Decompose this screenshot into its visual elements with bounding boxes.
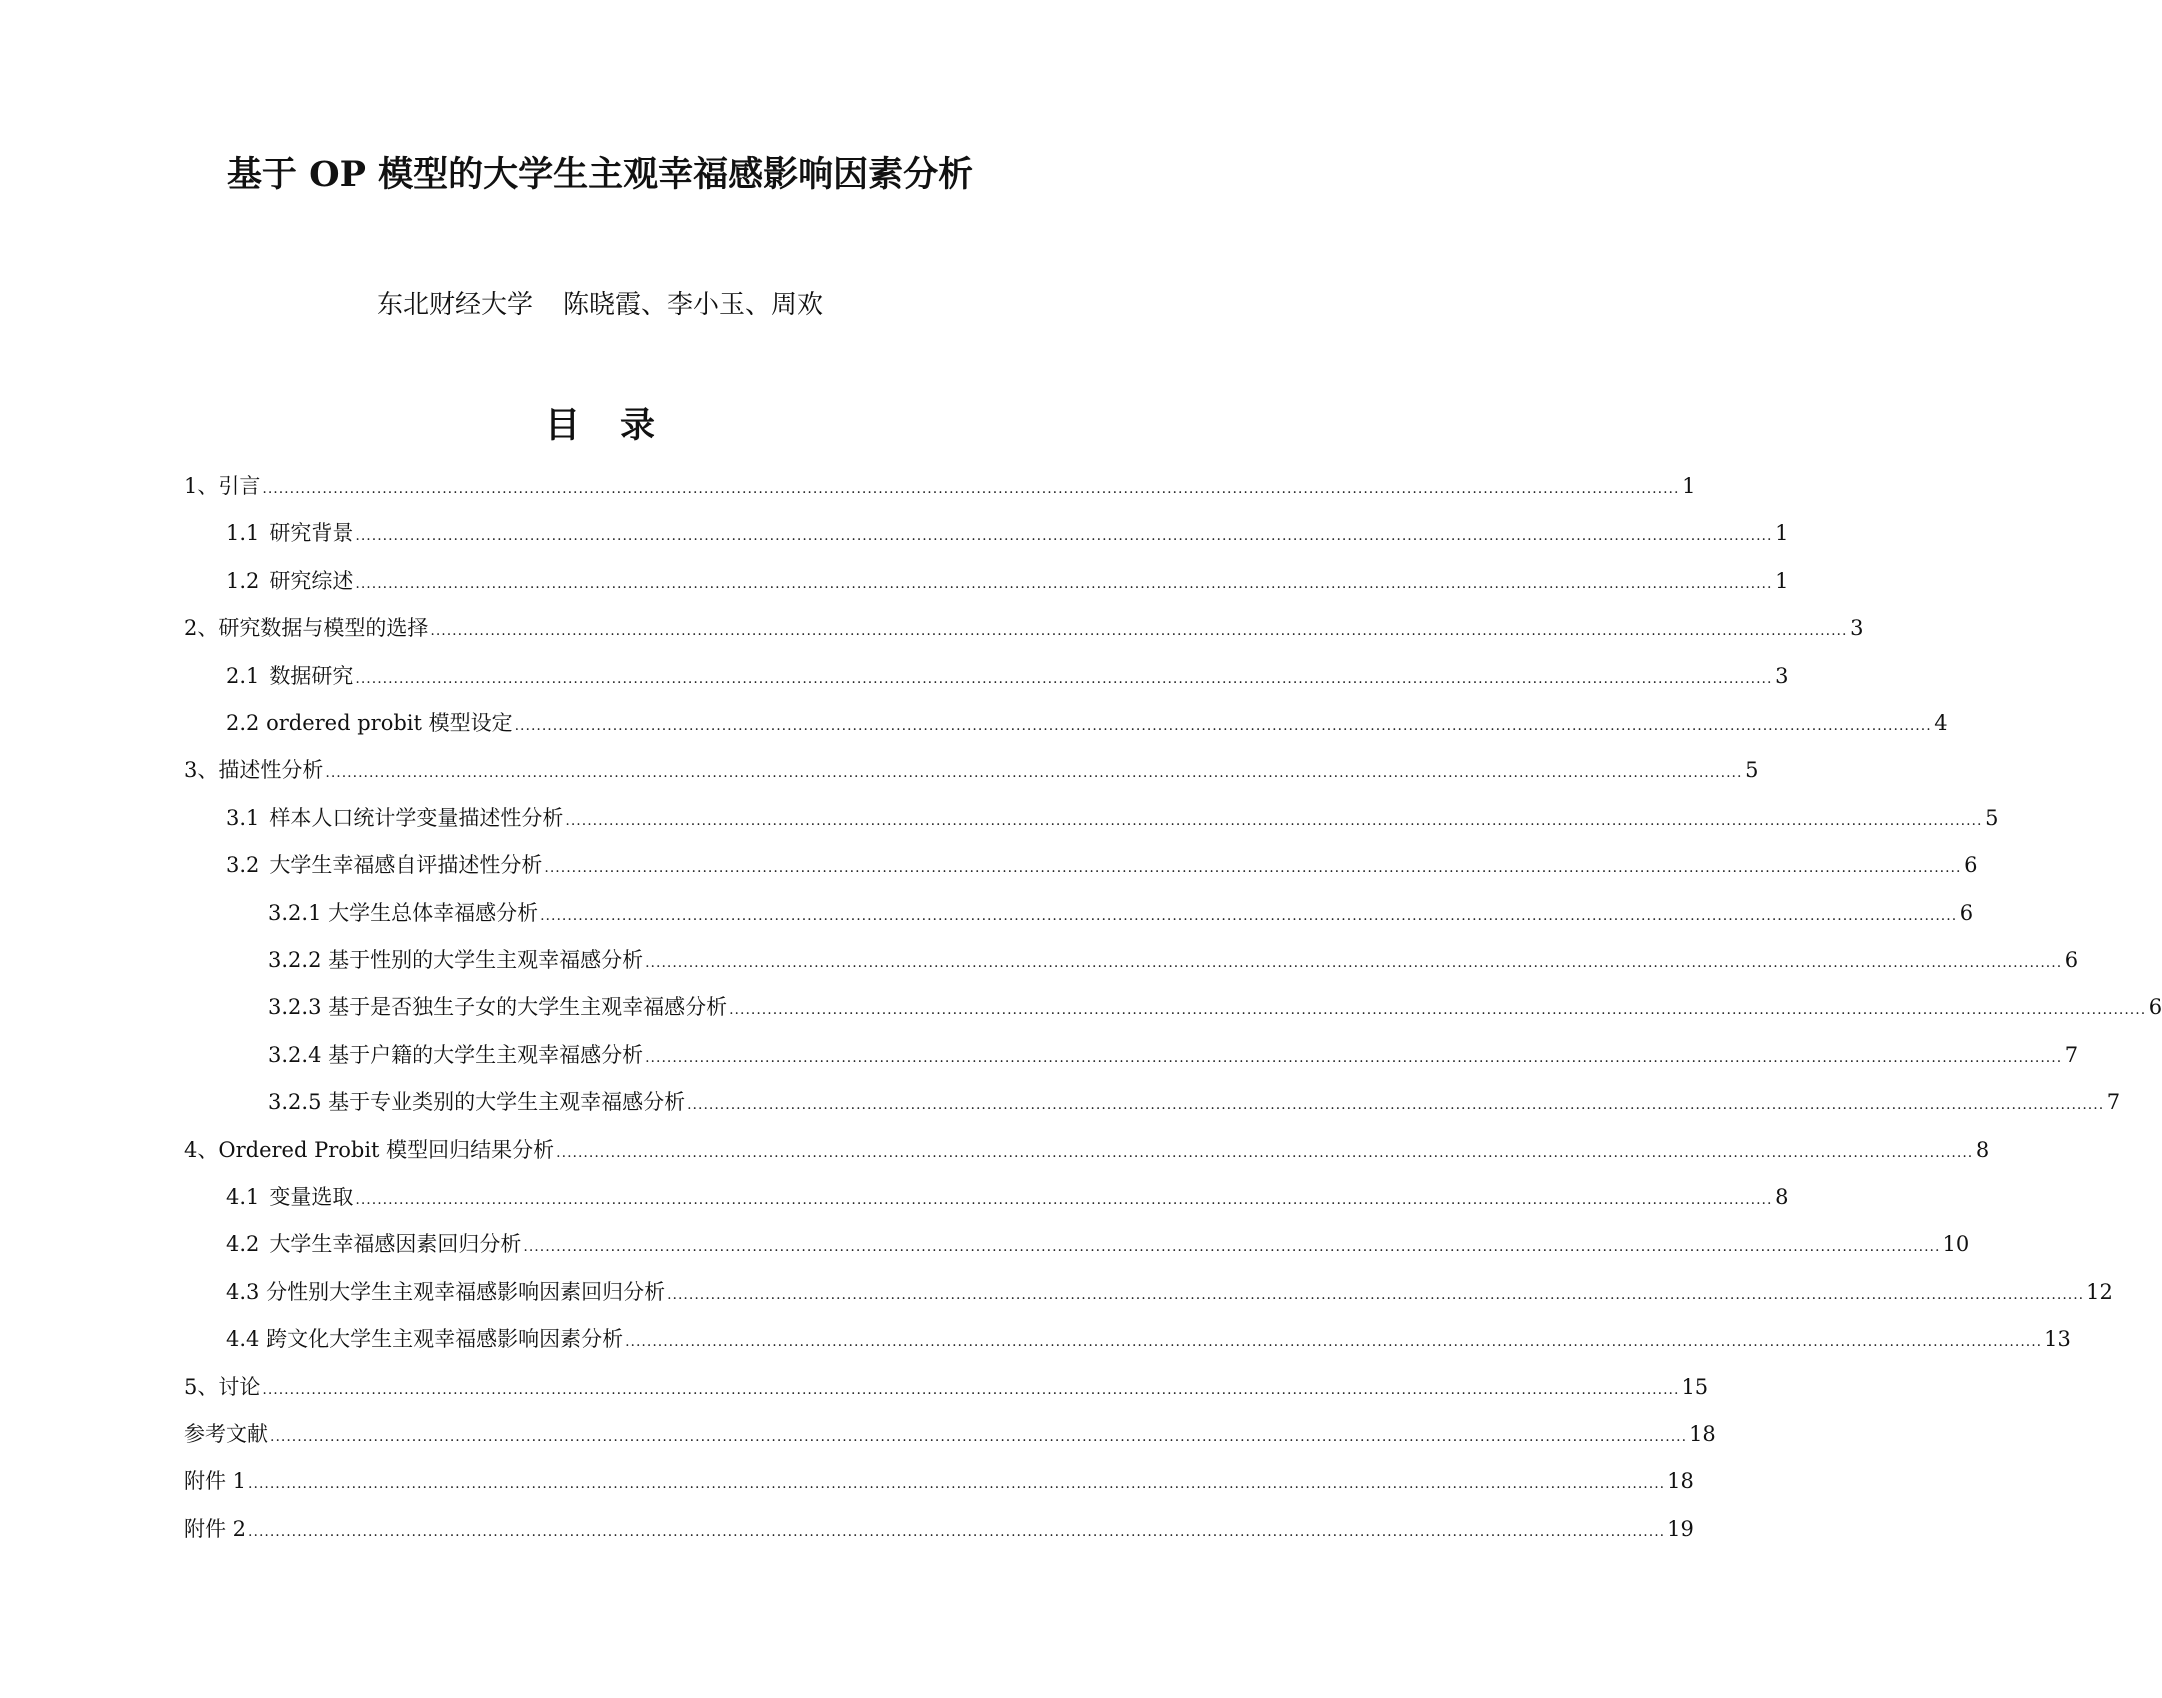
toc-entry-page: 18	[1689, 1422, 1716, 1446]
toc-entry-title: 研究综述	[269, 568, 354, 593]
toc-entry-page: 6	[1964, 853, 1978, 878]
toc-entry-page: 3	[1850, 616, 1864, 641]
toc-entry-number: 3、	[184, 758, 219, 783]
toc-entry-page: 7	[2064, 1042, 2079, 1067]
dot-leader: ....................................................................................................................................................................................................................................................................	[544, 860, 1962, 877]
author-names: 陈晓霞、李小玉、周欢	[563, 290, 824, 320]
dot-leader: ....................................................................................................................................................................................................................................................................	[540, 907, 1958, 924]
toc-entry-title: 引言	[218, 474, 261, 498]
toc-entry-number: 1.2	[226, 568, 260, 593]
toc-entry[interactable]	[268, 944, 2079, 976]
toc-entry-title: 3.2.1 大学生总体幸福感分析	[268, 900, 539, 925]
toc-entry-page: 6	[2148, 995, 2162, 1020]
toc-entry-title: 4.4 跨文化大学生主观幸福感影响因素分析	[226, 1327, 624, 1352]
toc-entry-page: 18	[1667, 1469, 1694, 1494]
toc-entry[interactable]	[226, 849, 1978, 881]
toc-entry-page: 15	[1681, 1374, 1709, 1399]
toc-entry[interactable]	[184, 754, 1759, 786]
dot-leader: ....................................................................................................................................................................................................................................................................	[248, 1523, 1666, 1540]
toc-entry[interactable]	[268, 897, 1974, 929]
toc-entry-title: Ordered Probit 模型回归结果分析	[218, 1137, 555, 1162]
dot-leader: ....................................................................................................................................................................................................................................................................	[625, 1334, 2043, 1351]
toc-entry-title: 4.3 分性别大学生主观幸福感影响因素回归分析	[226, 1279, 666, 1304]
toc-entry-title: 3.2.4 基于户籍的大学生主观幸福感分析	[268, 1042, 644, 1067]
toc-entry[interactable]	[268, 991, 2162, 1023]
toc-entry-title: 2.2 ordered probit 模型设定	[226, 711, 513, 735]
toc-entry-number: 4.2	[226, 1232, 260, 1257]
toc-entry-number: 2、	[184, 616, 219, 641]
toc-entry-number: 2.1	[226, 663, 260, 688]
toc-entry-page: 4	[1934, 711, 1948, 735]
toc-entry[interactable]	[226, 660, 1789, 692]
toc-entry-number: 1.1	[226, 521, 260, 546]
toc-entry[interactable]	[226, 517, 1789, 549]
toc-entry[interactable]	[184, 1371, 1709, 1403]
toc-entry-page: 19	[1667, 1516, 1694, 1541]
toc-entry-number: 5、	[184, 1374, 219, 1399]
toc-entry-title: 参考文献	[184, 1422, 268, 1446]
toc-entry-page: 3	[1775, 663, 1789, 688]
toc-entry-page: 6	[2064, 948, 2079, 972]
toc-entry-title: 研究数据与模型的选择	[218, 616, 429, 641]
dot-leader: ....................................................................................................................................................................................................................................................................	[270, 1429, 1688, 1445]
toc-entry[interactable]	[226, 1276, 2113, 1308]
toc-entry-number: 4.1	[226, 1185, 260, 1209]
toc-entry[interactable]	[226, 707, 1948, 739]
dot-leader: ....................................................................................................................................................................................................................................................................	[565, 812, 1983, 829]
toc-entry[interactable]	[268, 1039, 2079, 1071]
toc-entry[interactable]	[184, 1465, 1694, 1497]
institution: 东北财经大学	[376, 290, 533, 320]
toc-entry-page: 5	[1745, 758, 1759, 783]
toc-entry[interactable]	[184, 1134, 1990, 1166]
toc-entry-title: 3.2.2 基于性别的大学生主观幸福感分析	[268, 948, 644, 972]
toc-entry-title: 大学生幸福感因素回归分析	[269, 1232, 522, 1257]
toc-entry[interactable]	[226, 1181, 1789, 1213]
toc-entry[interactable]	[184, 1418, 1716, 1450]
toc-entry-title: 附件 1	[184, 1469, 247, 1494]
toc-entry-page: 6	[1959, 900, 1974, 925]
toc-entry[interactable]	[184, 1513, 1694, 1545]
toc-heading	[0, 403, 1200, 449]
document-title: 基于 OP 模型的大学生主观幸福感影响因素分析	[226, 154, 974, 195]
toc-entry[interactable]	[184, 470, 1696, 502]
dot-leader: ....................................................................................................................................................................................................................................................................	[355, 1192, 1773, 1208]
author-line	[0, 288, 1200, 322]
toc-entry-page: 1	[1775, 568, 1789, 593]
toc-entry-number: 3.1	[226, 805, 260, 830]
toc-heading-right: 录	[620, 405, 656, 446]
toc-entry-title: 变量选取	[269, 1185, 354, 1209]
toc-entry-page: 7	[2106, 1090, 2121, 1115]
dot-leader: ....................................................................................................................................................................................................................................................................	[687, 1097, 2105, 1114]
toc-entry-page: 5	[1985, 805, 1999, 830]
toc-entry-page: 8	[1775, 1185, 1789, 1209]
toc-entry-number: 3.2	[226, 853, 260, 878]
toc-entry-title: 描述性分析	[218, 758, 324, 783]
toc-entry-page: 13	[2044, 1327, 2071, 1352]
dot-leader: ....................................................................................................................................................................................................................................................................	[262, 1381, 1680, 1398]
toc-entry-title: 3.2.3 基于是否独生子女的大学生主观幸福感分析	[268, 995, 728, 1020]
toc-entry-title: 数据研究	[269, 663, 354, 688]
dot-leader: ....................................................................................................................................................................................................................................................................	[645, 955, 2063, 971]
toc-entry-page: 10	[1942, 1232, 1970, 1257]
toc-entry-number: 4、	[184, 1137, 219, 1162]
toc-entry[interactable]	[184, 612, 1864, 644]
toc-entry[interactable]	[226, 1323, 2071, 1355]
toc-entry-page: 1	[1775, 521, 1789, 546]
toc-entry-title: 研究背景	[269, 521, 354, 546]
toc-entry-page: 8	[1975, 1137, 1990, 1162]
dot-leader: ....................................................................................................................................................................................................................................................................	[514, 718, 1932, 734]
toc-entry[interactable]	[226, 802, 1999, 834]
dot-leader: ....................................................................................................................................................................................................................................................................	[430, 623, 1848, 640]
dot-leader: ....................................................................................................................................................................................................................................................................	[355, 575, 1773, 592]
toc-entry-page: 12	[2086, 1279, 2113, 1304]
toc-entry-title: 样本人口统计学变量描述性分析	[269, 805, 564, 830]
dot-leader: ....................................................................................................................................................................................................................................................................	[248, 1476, 1666, 1493]
toc-entry-title: 3.2.5 基于专业类别的大学生主观幸福感分析	[268, 1090, 686, 1115]
dot-leader: ....................................................................................................................................................................................................................................................................	[325, 765, 1743, 782]
toc-entry-title: 附件 2	[184, 1516, 247, 1541]
toc-entry[interactable]	[226, 1228, 1970, 1260]
dot-leader: ....................................................................................................................................................................................................................................................................	[355, 670, 1773, 687]
dot-leader: ....................................................................................................................................................................................................................................................................	[556, 1144, 1974, 1161]
toc-entry-title: 讨论	[218, 1374, 261, 1399]
toc-entry-title: 大学生幸福感自评描述性分析	[269, 853, 543, 878]
dot-leader: ....................................................................................................................................................................................................................................................................	[645, 1049, 2063, 1066]
dot-leader: ....................................................................................................................................................................................................................................................................	[355, 528, 1773, 545]
toc-entry-number: 1、	[184, 474, 219, 498]
dot-leader: ....................................................................................................................................................................................................................................................................	[729, 1002, 2147, 1019]
toc-entry-page: 1	[1682, 474, 1696, 498]
dot-leader: ....................................................................................................................................................................................................................................................................	[262, 481, 1680, 497]
toc-entry[interactable]	[268, 1086, 2121, 1118]
dot-leader: ....................................................................................................................................................................................................................................................................	[523, 1239, 1941, 1256]
dot-leader: ....................................................................................................................................................................................................................................................................	[667, 1286, 2085, 1303]
toc-heading-left: 目	[544, 405, 580, 446]
toc-entry[interactable]	[226, 565, 1789, 597]
